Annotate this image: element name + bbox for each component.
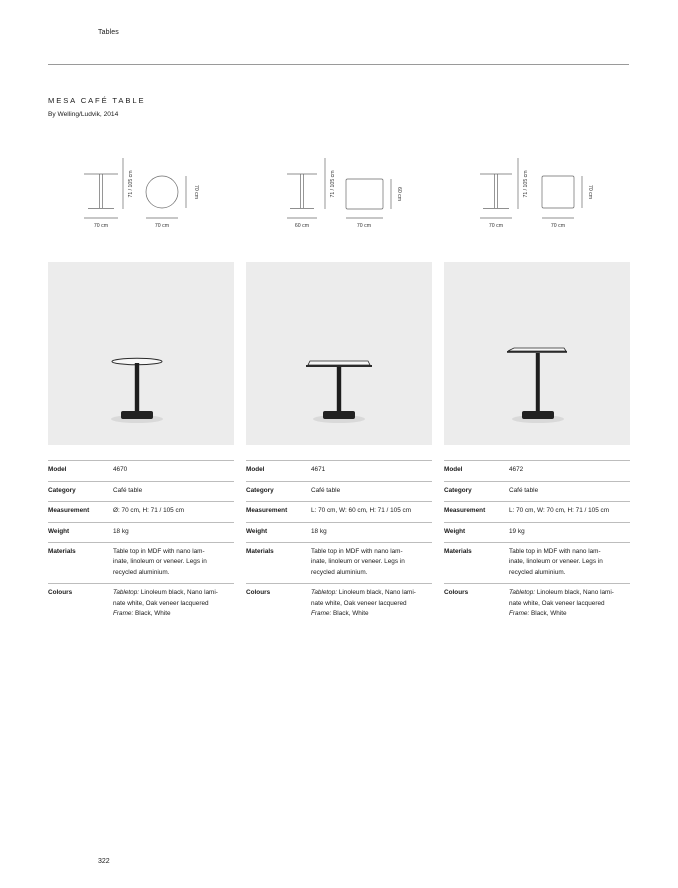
depth-label: 70 cm	[587, 184, 593, 200]
technical-drawing-round	[80, 154, 230, 234]
technical-drawing-rectangle	[283, 154, 433, 234]
tabletop-text: Linoleum black, Nano lami-	[139, 589, 218, 597]
spec-label: Category	[48, 486, 76, 494]
spec-row-model	[48, 460, 234, 481]
spec-value	[113, 543, 234, 578]
spec-value: 4670	[113, 466, 128, 473]
colours-line	[509, 588, 630, 598]
spec-table-4671	[246, 460, 432, 624]
drawing-4672	[476, 154, 626, 234]
spec-value: L: 70 cm, W: 60 cm, H: 71 / 105 cm	[311, 507, 412, 514]
top-width-label: 70 cm	[550, 223, 566, 229]
materials-line: recycled aluminium.	[509, 568, 566, 576]
materials-line: inate, linoleum or veneer. Legs in	[311, 558, 405, 566]
tabletop-text: Linoleum black, Nano lami-	[337, 589, 416, 597]
tabletop-label: Tabletop:	[113, 589, 140, 597]
spec-row-materials	[444, 542, 630, 583]
spec-label: Weight	[444, 527, 466, 535]
spec-label: Materials	[444, 548, 472, 555]
materials-line: Table top in MDF with nano lam-	[311, 548, 403, 555]
spec-row-colours	[246, 583, 432, 624]
frame-text: Black, White	[529, 610, 567, 618]
drawing-4670	[80, 154, 230, 234]
depth-label: 70 cm	[193, 184, 199, 200]
spec-row-measurement	[246, 501, 432, 522]
spec-label: Model	[246, 466, 265, 473]
tabletop-label: Tabletop:	[311, 589, 338, 597]
base-width-label: 70 cm	[488, 223, 504, 229]
spec-label: Colours	[48, 589, 73, 597]
spec-value: Ø: 70 cm, H: 71 / 105 cm	[113, 507, 185, 514]
spec-row-weight	[246, 522, 432, 543]
spec-label: Model	[48, 466, 67, 473]
spec-value	[311, 584, 432, 619]
cafe-table-round-image	[48, 262, 234, 445]
spec-value: 4671	[311, 466, 326, 473]
colours-line	[311, 609, 432, 619]
colours-line: nate white, Oak veneer lacquered	[113, 599, 209, 607]
spec-row-weight	[444, 522, 630, 543]
spec-value	[509, 584, 630, 619]
designer-credit: By Welling/Ludvik, 2014	[48, 111, 119, 118]
cafe-table-square-tall-image	[444, 262, 630, 445]
tabletop-text: Linoleum black, Nano lami-	[535, 589, 614, 597]
spec-value: Café table	[509, 486, 539, 494]
page-number: 322	[98, 858, 110, 865]
product-photo-4671	[246, 262, 432, 445]
spec-label: Measurement	[48, 507, 90, 514]
spec-table-4672	[444, 460, 630, 624]
materials-line: inate, linoleum or veneer. Legs in	[509, 558, 603, 566]
frame-text: Black, White	[133, 610, 171, 618]
frame-label: Frame:	[113, 610, 134, 618]
materials-line: Table top in MDF with nano lam-	[509, 548, 601, 555]
spec-row-category	[444, 481, 630, 502]
frame-label: Frame:	[311, 610, 332, 618]
drawing-4671	[283, 154, 433, 234]
depth-label: 60 cm	[396, 186, 402, 202]
colours-line	[509, 609, 630, 619]
spec-label: Measurement	[246, 507, 288, 514]
spec-row-model	[246, 460, 432, 481]
spec-label: Colours	[444, 589, 469, 597]
colours-line	[113, 609, 234, 619]
colours-line: nate white, Oak veneer lacquered	[509, 599, 605, 607]
spec-value	[113, 584, 234, 619]
spec-label: Materials	[246, 548, 274, 555]
spec-label: Weight	[246, 527, 268, 535]
product-title: MESA CAFÉ TABLE	[48, 96, 146, 105]
spec-value	[509, 543, 630, 578]
cafe-table-rectangle-image	[246, 262, 432, 445]
spec-label: Category	[246, 486, 274, 494]
materials-line: inate, linoleum or veneer. Legs in	[113, 558, 207, 566]
top-width-label: 70 cm	[154, 223, 170, 229]
spec-row-category	[48, 481, 234, 502]
top-width-label: 70 cm	[356, 223, 372, 229]
colours-line	[113, 588, 234, 598]
spec-row-colours	[444, 583, 630, 624]
spec-row-weight	[48, 522, 234, 543]
spec-label: Materials	[48, 548, 76, 555]
height-label: 71 / 105 cm	[330, 170, 336, 198]
tabletop-label: Tabletop:	[509, 589, 536, 597]
spec-row-measurement	[444, 501, 630, 522]
spec-label: Category	[444, 486, 472, 494]
spec-row-category	[246, 481, 432, 502]
product-photo-4670	[48, 262, 234, 445]
frame-text: Black, White	[331, 610, 369, 618]
spec-value	[311, 543, 432, 578]
materials-line: recycled aluminium.	[311, 568, 368, 576]
spec-label: Measurement	[444, 507, 486, 514]
spec-row-measurement	[48, 501, 234, 522]
product-photo-4672	[444, 262, 630, 445]
spec-row-model	[444, 460, 630, 481]
base-width-label: 70 cm	[93, 223, 109, 229]
materials-line: recycled aluminium.	[113, 568, 170, 576]
technical-drawing-square	[476, 154, 626, 234]
materials-line: Table top in MDF with nano lam-	[113, 548, 205, 555]
spec-row-colours	[48, 583, 234, 624]
spec-label: Colours	[246, 589, 271, 597]
height-label: 71 / 105 cm	[523, 170, 529, 198]
spec-value: Café table	[311, 486, 341, 494]
height-label: 71 / 105 cm	[128, 170, 134, 198]
top-divider	[48, 64, 629, 65]
section-label: Tables	[98, 29, 119, 36]
spec-label: Weight	[48, 527, 70, 535]
colours-line: nate white, Oak veneer lacquered	[311, 599, 407, 607]
spec-row-materials	[246, 542, 432, 583]
spec-value: Café table	[113, 486, 143, 494]
spec-value: L: 70 cm, W: 70 cm, H: 71 / 105 cm	[509, 507, 610, 514]
base-width-label: 60 cm	[294, 223, 310, 229]
spec-table-4670	[48, 460, 234, 624]
spec-value: 19 kg	[509, 527, 525, 535]
colours-line	[311, 588, 432, 598]
spec-label: Model	[444, 466, 463, 473]
spec-value: 18 kg	[311, 527, 327, 535]
spec-value: 18 kg	[113, 527, 129, 535]
spec-row-materials	[48, 542, 234, 583]
spec-value: 4672	[509, 466, 524, 473]
frame-label: Frame:	[509, 610, 530, 618]
